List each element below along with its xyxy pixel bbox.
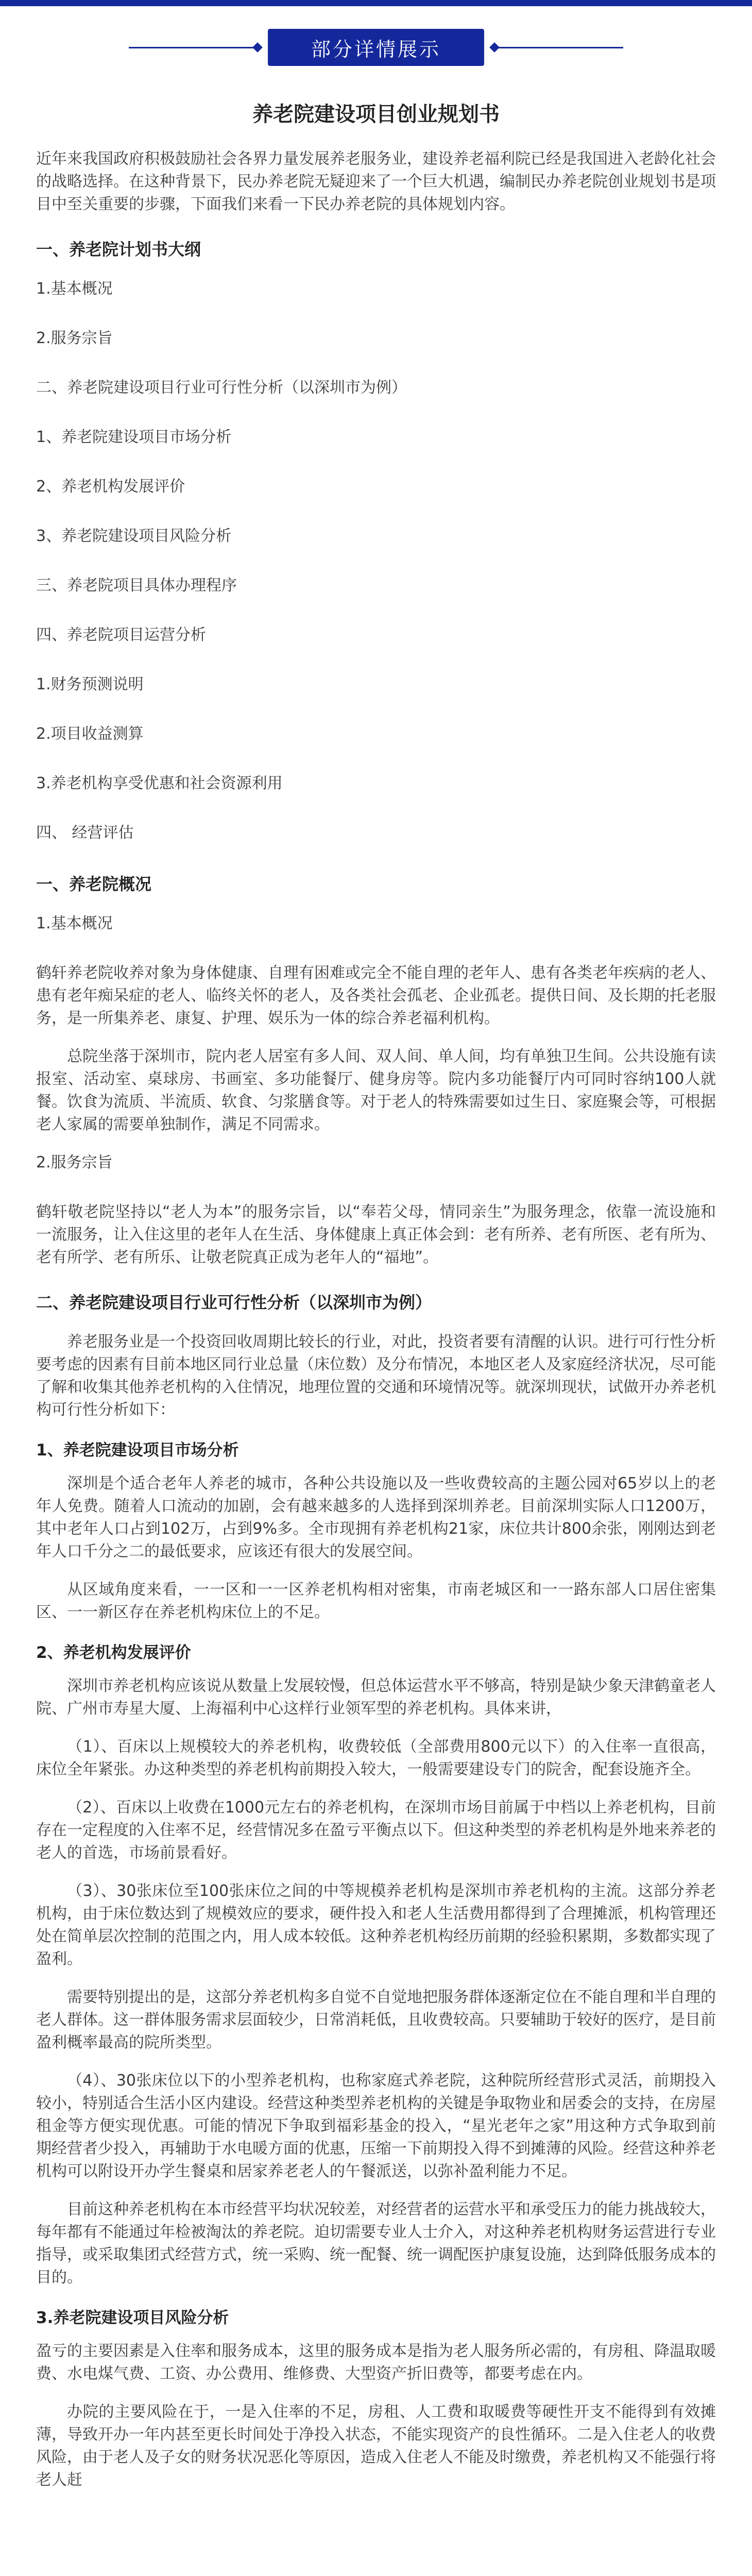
body-paragraph: （1）、百床以上规模较大的养老机构，收费较低（全部费用800元以下）的入住率一直很高，床位全年紧张。办这种类型的养老机构前期投入较大，一般需要建设专门的院舍，配套设施齐全。 xyxy=(36,1738,716,1778)
body-paragraph: 养老服务业是一个投资回收周期比较长的行业，对此，投资者要有清醒的认识。进行可行性分析要考虑的因素有目前本地区同行业总量（床位数）及分布情况，本地区老人及家庭经济状况，尽可能了解和收集其他养老机构的入住情况，地理位置的交通和环境情况等。就深圳现状，试做开办养老机构可行性分析如下： xyxy=(36,1333,716,1419)
body-paragraph: 鹤轩敬老院坚持以“老人为本”的服务宗旨，以“奉若父母，情同亲生”为服务理念，依靠一流设施和一流服务，让入住这里的老年人在生活、身体健康上真正体会到：老有所养、老有所医、老有所为、老有所学、老有所乐、让敬老院真正成为老年人的“福地”。 xyxy=(36,1203,716,1266)
body-paragraph: （2）、百床以上收费在1000元左右的养老机构，在深圳市场目前属于中档以上养老机构，目前存在一定程度的入住率不足，经营情况多在盈亏平衡点以下。但这种类型的养老机构是外地来养老的老人的首选，市场前景看好。 xyxy=(36,1799,716,1862)
body-paragraph: 目前这种养老机构在本市经营平均状况较差，对经营者的运营水平和承受压力的能力挑战较大，每年都有不能通过年检被淘汰的养老院。迫切需要专业人士介入，对这种养老机构财务运营进行专业指导，或采取集团式经营方式，统一采购、统一配餐、统一调配医护康复设施，达到降低服务成本的目的。 xyxy=(36,2200,716,2286)
outline-item: 四、 经营评估 xyxy=(36,824,134,842)
outline-item: 四、养老院项目运营分析 xyxy=(36,626,206,644)
diamond-icon xyxy=(252,42,263,53)
section-banner xyxy=(0,27,752,68)
body-paragraph: 盈亏的主要因素是入住率和服务成本，这里的服务成本是指为老人服务所必需的，有房租、降温取暖费、水电煤气费、工资、办公费用、维修费、大型资产折旧费等，都要考虑在内。 xyxy=(36,2342,716,2383)
body-paragraph: 深圳市养老机构应该说从数量上发展较慢，但总体运营水平不够高，特别是缺少象天津鹤童老人院、广州市寿星大厦、上海福利中心这样行业领军型的养老机构。具体来讲， xyxy=(36,1677,716,1718)
outline-heading: 一、养老院计划书大纲 xyxy=(36,240,201,259)
section-heading: 二、养老院建设项目行业可行性分析（以深圳市为例） xyxy=(36,1293,432,1312)
document-content xyxy=(36,82,716,2576)
subsection-heading: 1、养老院建设项目市场分析 xyxy=(36,1441,239,1460)
outline-item: 1.基本概况 xyxy=(36,280,113,298)
body-paragraph: 总院坐落于深圳市，院内老人居室有多人间、双人间、单人间，均有单独卫生间。公共设施有读报室、活动室、桌球房、书画室、多功能餐厅、健身房等。院内多功能餐厅内可同时容纳100人就餐。饮食为流质、半流质、软食、匀浆膳食等。对于老人的特殊需要如过生日、家庭聚会等，可根据老人家属的需要单独制作，满足不同需求。 xyxy=(36,1047,716,1133)
document-title: 养老院建设项目创业规划书 xyxy=(252,103,500,126)
subsection-heading: 1.基本概况 xyxy=(36,914,113,933)
section-heading: 一、养老院概况 xyxy=(36,874,152,894)
body-paragraph: 办院的主要风险在于，一是入住率的不足，房租、人工费和取暖费等硬性开支不能得到有效摊薄，导致开办一年内甚至更长时间处于净投入状态，不能实现资产的良性循环。二是入住老人的收费风险，由于老人及子女的财务状况恶化等原因，造成入住老人不能及时缴费，养老机构又不能强行将老人赶 xyxy=(36,2403,716,2489)
subsection-heading: 2.服务宗旨 xyxy=(36,1154,113,1172)
body-paragraph: 深圳是个适合老年人养老的城市，各种公共设施以及一些收费较高的主题公园对65岁以上的老年人免费。随着人口流动的加剧，会有越来越多的人选择到深圳养老。目前深圳实际人口1200万，其中老年人口占到102万，占到9%多。全市现拥有养老机构21家，床位共计800余张，刚刚达到老年人口千分之二的最低要求，应该还有很大的发展空间。 xyxy=(36,1475,716,1561)
body-paragraph: 从区域角度来看，一一区和一一区养老机构相对密集，市南老城区和一一路东部人口居住密集区、一一新区存在养老机构床位上的不足。 xyxy=(36,1581,716,1621)
outline-item: 2.服务宗旨 xyxy=(36,329,113,347)
banner-divider-right xyxy=(494,47,623,48)
banner-divider-left xyxy=(129,47,258,48)
outline-item: 三、养老院项目具体办理程序 xyxy=(36,577,237,595)
outline-item: 2、养老机构发展评价 xyxy=(36,478,185,496)
subsection-heading: 2、养老机构发展评价 xyxy=(36,1643,191,1662)
outline-item: 3.养老机构享受优惠和社会资源利用 xyxy=(36,774,283,792)
outline-item: 1.财务预测说明 xyxy=(36,675,144,693)
top-accent-bar xyxy=(0,0,752,6)
body-paragraph: 需要特别提出的是，这部分养老机构多自觉不自觉地把服务群体逐渐定位在不能自理和半自理的老人群体。这一群体服务需求层面较少，日常消耗低，且收费较高。只要辅助于较好的医疗，是目前盈利概率最高的院所类型。 xyxy=(36,1988,716,2052)
outline-item: 3、养老院建设项目风险分析 xyxy=(36,527,232,545)
outline-item: 二、养老院建设项目行业可行性分析（以深圳市为例） xyxy=(36,379,407,397)
subsection-heading: 3.养老院建设项目风险分析 xyxy=(36,2309,229,2327)
body-paragraph: （3）、30张床位至100张床位之间的中等规模养老机构是深圳市养老机构的主流。这部分养老机构，由于床位数达到了规模效应的要求，硬件投入和老人生活费用都得到了合理摊派，机构管理还处在简单层次控制的范围之内，用人成本较低。这种养老机构经历前期的经验积累期，多数都实现了盈利。 xyxy=(36,1882,716,1968)
outline-list xyxy=(36,278,716,844)
intro-paragraph: 近年来我国政府积极鼓励社会各界力量发展养老服务业，建设养老福利院已经是我国进入老龄化社会的战略选择。在这种背景下，民办养老院无疑迎来了一个巨大机遇，编制民办养老院创业规划书是项目中至关重要的步骤，下面我们来看一下民办养老院的具体规划内容。 xyxy=(36,150,716,213)
body-paragraph: 鹤轩养老院收养对象为身体健康、自理有困难或完全不能自理的老年人、患有各类老年疾病的老人、患有老年痴呆症的老人、临终关怀的老人，及各类社会孤老、企业孤老。提供日间、及长期的托老服务，是一所集养老、康复、护理、娱乐为一体的综合养老福利机构。 xyxy=(36,964,716,1027)
outline-item: 2.项目收益测算 xyxy=(36,725,144,743)
banner-label: 部分详情展示 xyxy=(268,29,484,66)
body-paragraph: （4）、30张床位以下的小型养老机构，也称家庭式养老院，这种院所经营形式灵活，前期投入较小，特别适合生活小区内建设。经营这种类型养老机构的关键是争取物业和居委会的支持，在房屋租金等方便实现优惠。可能的情况下争取到福彩基金的投入，“星光老年之家”用这种方式争取到前期经营者少投入，再辅助于水电暖方面的优惠，压缩一下前期投入得不到摊薄的风险。经营这种养老机构可以附设开办学生餐桌和居家养老老人的午餐派送，以弥补盈利能力不足。 xyxy=(36,2072,716,2180)
outline-item: 1、养老院建设项目市场分析 xyxy=(36,428,232,446)
